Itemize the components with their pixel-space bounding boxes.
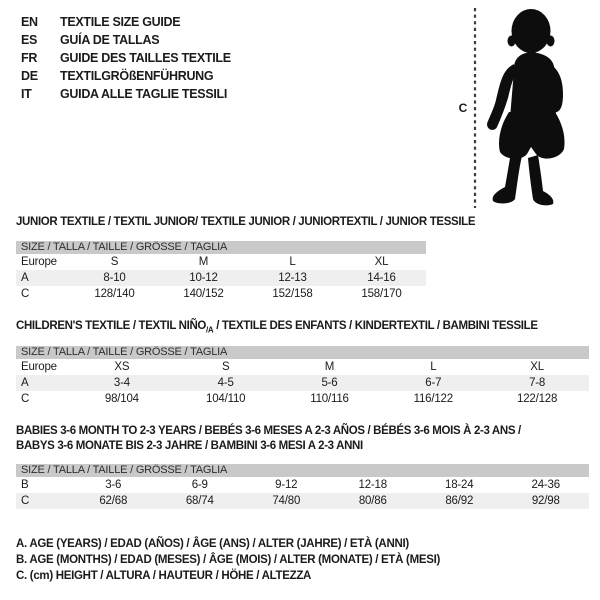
lang-row-fr [21,49,231,67]
size-cell: L [430,361,437,373]
age-cell: 10-12 [189,272,218,284]
age-cell: 12-13 [278,272,307,284]
table-row-europe [16,359,589,375]
guide-title-it: GUIDA ALLE TAGLIE TESSILI [60,87,228,101]
lang-code: FR [21,51,38,65]
size-cell: XS [114,361,130,373]
age-cell: 7-8 [529,377,546,389]
guide-title-fr: GUIDE DES TAILLES TEXTILE [60,51,231,65]
size-cell: S [221,361,230,373]
size-header-band: SIZE / TALLA / TAILLE / GRÖSSE / TAGLIA [16,346,589,359]
babies-table-title-line1: BABIES 3-6 MONTH TO 2-3 YEARS / BEBÉS 3-6 MESES A 2-3 AÑOS / BÉBÉS 3-6 MOIS À 2-3 ANS / [16,425,521,437]
age-cell: 14-16 [367,272,396,284]
size-cell: XL [530,361,544,373]
height-cell: 122/128 [517,393,558,405]
junior-table-title: JUNIOR TEXTILE / TEXTIL JUNIOR/ TEXTILE JUNIOR / JUNIORTEXTIL / JUNIOR TESSILE [16,216,476,228]
table-row-europe [16,254,426,270]
lang-code: DE [21,69,38,83]
age-cell: 6-7 [425,377,442,389]
height-cell: 74/80 [272,495,301,507]
age-cell: 3-6 [105,479,122,491]
children-size-table [16,346,589,407]
height-cell: 110/116 [310,393,349,405]
table-row-height [16,391,589,407]
table-row-height [16,493,589,509]
table-row-height [16,286,426,302]
height-cell: 104/110 [206,393,246,405]
height-cell: 116/122 [413,393,453,405]
age-cell: 5-6 [321,377,338,389]
legend-b: B. AGE (MONTHS) / EDAD (MESES) / ÂGE (MOIS) / ALTER (MONATE) / ETÀ (MESI) [16,554,441,566]
height-cell: 98/104 [104,393,139,405]
lang-code: IT [21,87,32,101]
height-cell: 86/92 [445,495,474,507]
guide-title-en: TEXTILE SIZE GUIDE [60,15,181,29]
baby-silhouette-shape [487,9,564,205]
row-label: C [21,393,30,405]
row-label: B [21,479,29,491]
age-cell: 4-5 [217,377,234,389]
legend [16,536,440,584]
baby-silhouette-icon [450,0,600,215]
size-cell: M [198,256,209,268]
size-cell: M [324,361,335,373]
height-cell: 152/158 [272,288,313,300]
row-label: A [21,272,29,284]
age-cell: 24-36 [531,479,560,491]
size-cell: XL [374,256,389,268]
language-title-list [21,13,231,103]
size-header-band: SIZE / TALLA / TAILLE / GRÖSSE / TAGLIA [16,464,589,477]
row-label: C [21,495,30,507]
children-table-title: CHILDREN'S TEXTILE / TEXTIL $NIÑO_{/A}$ / TEXTILE DES ENFANTS / KINDERTEXTIL / BAMBINI TESSILE [16,320,538,335]
table-row-age-months [16,477,589,493]
size-cell: L [289,256,296,268]
age-cell: 18-24 [445,479,474,491]
age-cell: 9-12 [275,479,298,491]
table-row-age [16,270,426,286]
age-cell: 3-4 [113,377,130,389]
height-cell: 128/140 [94,288,135,300]
lang-row-it [21,85,231,103]
junior-size-table [16,241,426,302]
lang-row-de [21,67,231,85]
height-cell: 158/170 [361,288,402,300]
legend-c: C. (cm) HEIGHT / ALTURA / HAUTEUR / HÖHE / ALTEZZA [16,570,312,582]
lang-row-es [21,31,231,49]
height-cell: 80/86 [358,495,387,507]
size-cell: S [110,256,119,268]
height-cell: 140/152 [183,288,224,300]
guide-title-es: GUÍA DE TALLAS [60,33,160,47]
age-cell: 12-18 [358,479,387,491]
row-label: A [21,377,29,389]
lang-row-en [21,13,231,31]
lang-code: EN [21,15,38,29]
table-row-age [16,375,589,391]
height-cell: 68/74 [185,495,214,507]
height-cell: 92/98 [531,495,560,507]
legend-a: A. AGE (YEARS) / EDAD (AÑOS) / ÂGE (ANS) / ALTER (JAHRE) / ETÀ (ANNI) [16,538,409,550]
height-measure-figure [450,0,600,215]
age-cell: 6-9 [191,479,208,491]
row-label: Europe [21,361,57,373]
guide-title-de: TEXTILGRÖßENFÜHRUNG [60,69,214,83]
babies-size-table [16,464,589,509]
row-label: C [21,288,30,300]
height-cell: 62/68 [99,495,128,507]
age-cell: 8-10 [103,272,126,284]
height-measure-label: C [458,101,468,115]
lang-code: ES [21,33,38,47]
babies-table-title-line2: BABYS 3-6 MONATE BIS 2-3 JAHRE / BAMBINI 3-6 MESI A 2-3 ANNI [16,440,363,452]
row-label: Europe [21,256,57,268]
size-header-band: SIZE / TALLA / TAILLE / GRÖSSE / TAGLIA [16,241,426,254]
